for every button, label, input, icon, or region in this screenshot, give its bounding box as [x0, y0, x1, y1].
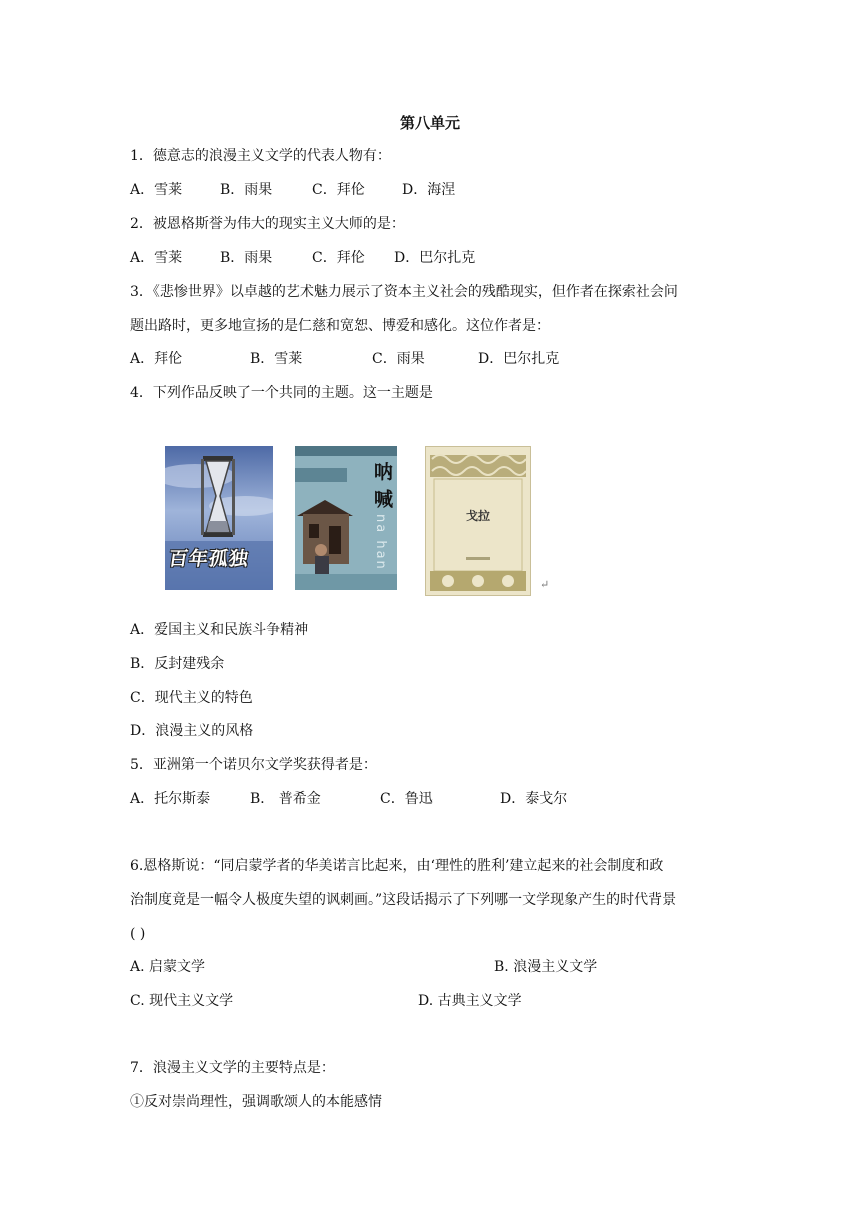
book-cover-bainian-gudu	[165, 446, 273, 590]
option-d: D．海涅	[402, 182, 456, 198]
option-c: C．拜伦	[312, 182, 365, 198]
option-c: C. 现代主义文学	[130, 993, 234, 1009]
question-6-stem-line-1: 6.恩格斯说：“同启蒙学者的华美诺言比起来，由‘理性的胜利’建立起来的社会制度和政	[130, 858, 664, 874]
cover-2-title: 呐喊	[371, 462, 393, 516]
question-4-stem: 4．下列作品反映了一个共同的主题。这一主题是	[130, 385, 433, 401]
option-d: D．巴尔扎克	[478, 351, 560, 367]
question-5-stem: 5．亚洲第一个诺贝尔文学奖获得者是：	[130, 757, 377, 773]
option-b: B．雨果	[220, 182, 273, 198]
question-6-stem-line-2: 治制度竟是一幅令人极度失望的讽刺画。”这段话揭示了下列哪一文学现象产生的时代背景	[130, 892, 677, 908]
cover-2-pinyin: na han	[373, 514, 388, 571]
question-1-stem: 1．德意志的浪漫主义文学的代表人物有：	[130, 148, 391, 164]
cover-3-title: 戈拉	[465, 509, 490, 523]
option-d: D．巴尔扎克	[394, 250, 476, 266]
option-b: B．雪莱	[250, 351, 303, 367]
option-b: B．雨果	[220, 250, 273, 266]
question-7-item-1: ①反对崇尚理性，强调歌颂人的本能感情	[130, 1094, 382, 1110]
option-a: A. 启蒙文学	[130, 959, 206, 975]
book-cover-gela	[425, 446, 531, 596]
question-6-answer-blank: ( )	[130, 926, 146, 942]
question-3-stem-line-2: 题出路时，更多地宣扬的是仁慈和宽恕、博爱和感化。这位作者是：	[130, 318, 550, 334]
question-4-option-d: D．浪漫主义的风格	[130, 723, 254, 739]
option-d: D．泰戈尔	[500, 791, 568, 807]
book-cover-nahan	[295, 446, 397, 590]
question-4-option-b: B．反封建残余	[130, 656, 225, 672]
option-a: A．雪莱	[130, 182, 183, 198]
option-b: B． 普希金	[250, 791, 321, 807]
question-4-option-a: A．爱国主义和民族斗争精神	[130, 622, 309, 638]
option-c: C．拜伦	[312, 250, 365, 266]
question-4-option-c: C．现代主义的特色	[130, 690, 253, 706]
cover-1-title: 百年孤独	[167, 548, 251, 570]
option-d: D. 古典主义文学	[418, 993, 522, 1009]
option-a: A．雪莱	[130, 250, 183, 266]
option-a: A．拜伦	[130, 351, 183, 367]
page-title: 第八单元	[399, 114, 460, 132]
book-covers-figure	[165, 446, 565, 606]
question-3-stem-line-1: 3．《悲惨世界》以卓越的艺术魅力展示了资本主义社会的残酷现实，但作者在探索社会问	[130, 284, 678, 300]
paragraph-mark: ↵	[540, 578, 550, 591]
option-c: C．鲁迅	[380, 791, 433, 807]
option-c: C．雨果	[372, 351, 425, 367]
question-7-stem: 7．浪漫主义文学的主要特点是：	[130, 1060, 335, 1076]
option-b: B. 浪漫主义文学	[494, 959, 598, 975]
question-2-stem: 2．被恩格斯誉为伟大的现实主义大师的是：	[130, 216, 405, 232]
option-a: A．托尔斯泰	[130, 791, 211, 807]
